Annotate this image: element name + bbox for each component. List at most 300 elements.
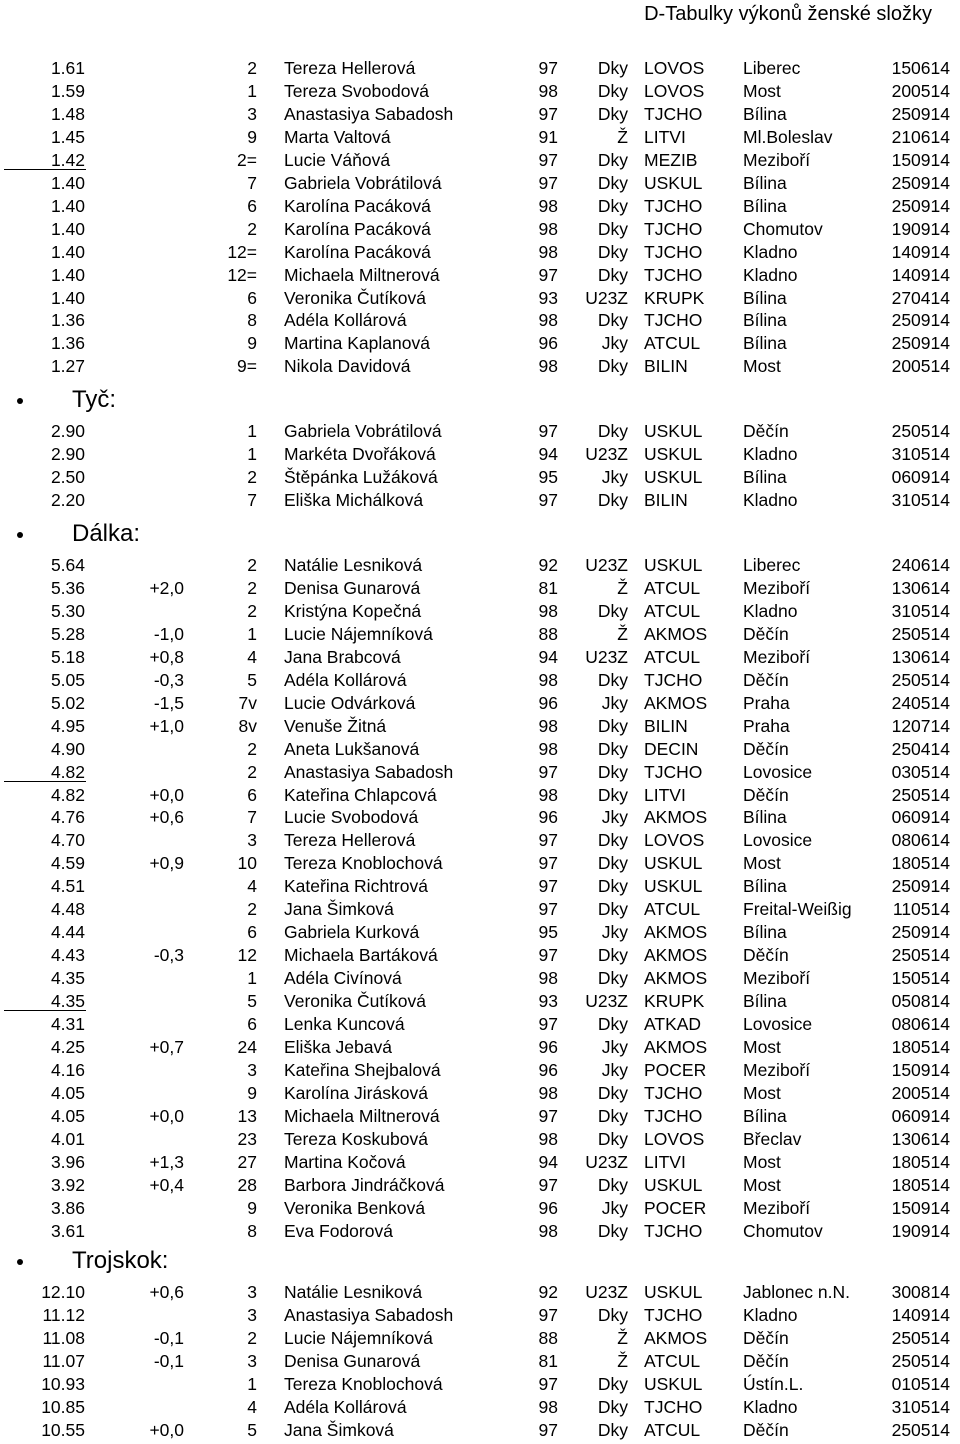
cell-name: Adéla Civínová	[284, 968, 402, 989]
result-row	[0, 990, 960, 1013]
cell-cat: Ž	[617, 577, 628, 598]
cell-cat: Dky	[597, 172, 628, 193]
cell-city: Meziboří	[743, 577, 811, 598]
cell-date: 300814	[891, 1282, 950, 1302]
cell-club: LOVOS	[644, 80, 705, 101]
cell-date: 250514	[891, 421, 950, 441]
cell-name: Karolína Pacáková	[284, 195, 431, 216]
cell-club: LITVI	[644, 784, 686, 805]
cell-perf: 5.05	[50, 669, 85, 690]
cell-perf: 1.42	[50, 149, 85, 170]
cell-place: 8v	[238, 715, 257, 736]
cell-perf: 1.36	[50, 333, 85, 354]
cell-place: 9	[247, 126, 257, 147]
cell-wind: -0,3	[153, 945, 184, 966]
cell-year: 98	[538, 784, 558, 805]
cell-date: 250414	[891, 738, 950, 759]
cell-city: Kladno	[743, 264, 798, 285]
cell-club: TJCHO	[644, 195, 703, 216]
cell-date: 140914	[891, 264, 950, 285]
cell-city: Lovosice	[743, 830, 813, 851]
cell-place: 1	[247, 1373, 257, 1394]
cell-club: USKUL	[644, 443, 703, 464]
cell-year: 98	[538, 1128, 558, 1149]
cell-name: Lucie Nájemníková	[284, 1327, 433, 1348]
cell-city: Bílina	[743, 466, 787, 487]
cell-name: Kateřina Chlapcová	[284, 784, 437, 805]
cell-city: Chomutov	[743, 218, 823, 239]
cell-place: 5	[247, 991, 257, 1012]
result-row	[0, 1036, 960, 1059]
cell-perf: 4.05	[50, 1105, 85, 1126]
cell-city: Děčín	[743, 738, 789, 759]
cell-name: Jana Brabcová	[284, 646, 401, 667]
cell-name: Adéla Kollárová	[284, 669, 407, 690]
cell-city: Bílina	[743, 1105, 787, 1126]
cell-place: 3	[247, 830, 257, 851]
result-row	[0, 466, 960, 489]
cell-city: Freital-Weißig	[743, 899, 852, 920]
cell-year: 97	[538, 1014, 558, 1034]
cell-perf: 4.35	[50, 991, 85, 1012]
cell-name: Anastasiya Sabadosh	[284, 761, 454, 782]
cell-name: Nikola Davidová	[284, 356, 411, 377]
cell-name: Lenka Kuncová	[284, 1014, 405, 1034]
result-row	[0, 875, 960, 898]
cell-cat: Jky	[601, 1059, 628, 1080]
section-title: Tyč:	[72, 386, 117, 413]
result-row	[0, 1013, 960, 1036]
result-row	[0, 1128, 960, 1151]
cell-place: 8	[247, 310, 257, 331]
cell-city: Liberec	[743, 555, 801, 575]
cell-place: 3	[247, 103, 257, 124]
result-row	[0, 1373, 960, 1396]
cell-year: 88	[538, 1327, 558, 1348]
cell-city: Břeclav	[743, 1128, 802, 1149]
cell-date: 080614	[891, 1014, 950, 1034]
cell-cat: Dky	[597, 1220, 628, 1241]
cell-perf: 1.45	[50, 126, 85, 147]
cell-perf: 4.31	[50, 1014, 85, 1034]
cell-city: Chomutov	[743, 1220, 823, 1241]
cell-name: Lucie Váňová	[284, 149, 391, 170]
cell-perf: 1.40	[50, 264, 85, 285]
cell-city: Kladno	[743, 1396, 798, 1417]
cell-city: Praha	[743, 715, 790, 736]
result-row	[0, 355, 960, 378]
cell-city: Praha	[743, 692, 790, 713]
cell-date: 140914	[891, 241, 950, 262]
cell-perf: 4.43	[50, 945, 85, 966]
cell-place: 10	[237, 853, 257, 874]
cell-perf: 4.82	[50, 784, 85, 805]
result-row	[0, 898, 960, 921]
result-row	[0, 80, 960, 103]
cell-club: TJCHO	[644, 761, 703, 782]
result-row	[0, 1082, 960, 1105]
cell-cat: Dky	[597, 1014, 628, 1034]
cell-place: 27	[237, 1151, 257, 1172]
cell-date: 310514	[891, 489, 950, 510]
cell-place: 3	[247, 1350, 257, 1371]
cell-city: Ústín.L.	[743, 1373, 804, 1394]
cell-city: Most	[743, 80, 781, 101]
cell-perf: 4.01	[50, 1128, 85, 1149]
cell-city: Děčín	[743, 421, 789, 441]
cell-year: 98	[538, 310, 558, 331]
cell-perf: 1.40	[50, 172, 85, 193]
cell-cat: Jky	[601, 922, 628, 943]
cell-club: AKMOS	[644, 692, 708, 713]
cell-perf: 4.90	[50, 738, 85, 759]
result-row	[0, 1281, 960, 1304]
cell-year: 97	[538, 1304, 558, 1325]
cell-name: Michaela Bartáková	[284, 945, 438, 966]
cell-cat: U23Z	[585, 555, 628, 575]
cell-name: Kateřina Shejbalová	[284, 1059, 441, 1080]
cell-city: Děčín	[743, 784, 789, 805]
cell-place: 7	[247, 489, 257, 510]
result-row	[0, 806, 960, 829]
result-row	[0, 57, 960, 80]
cell-perf: 1.40	[50, 287, 85, 308]
cell-city: Most	[743, 1082, 781, 1103]
cell-name: Tereza Hellerová	[284, 58, 416, 78]
cell-club: AKMOS	[644, 945, 708, 966]
cell-name: Karolína Pacáková	[284, 218, 431, 239]
cell-year: 98	[538, 738, 558, 759]
cell-year: 98	[538, 80, 558, 101]
cell-perf: 3.96	[50, 1151, 85, 1172]
cell-city: Bílina	[743, 287, 787, 308]
cell-name: Veronika Čutíková	[284, 991, 427, 1012]
cell-club: TJCHO	[644, 264, 703, 285]
cell-year: 98	[538, 356, 558, 377]
cell-city: Ml.Boleslav	[743, 126, 833, 147]
cell-city: Děčín	[743, 945, 789, 966]
cell-perf: 1.40	[50, 241, 85, 262]
cell-place: 2	[247, 577, 257, 598]
cell-year: 97	[538, 1105, 558, 1126]
cell-club: ATCUL	[644, 899, 701, 920]
cell-wind: +0,9	[149, 853, 184, 874]
cell-perf: 2.50	[50, 466, 85, 487]
cell-date: 010514	[891, 1373, 950, 1394]
cell-date: 250914	[891, 333, 950, 354]
cell-club: ATCUL	[644, 333, 701, 354]
cell-date: 150914	[891, 149, 950, 170]
cell-place: 5	[247, 1419, 257, 1440]
result-row	[0, 1220, 960, 1243]
cell-cat: Dky	[597, 103, 628, 124]
cell-perf: 4.05	[50, 1082, 85, 1103]
cell-cat: Dky	[597, 218, 628, 239]
cell-place: 2=	[237, 149, 257, 170]
result-row	[0, 1174, 960, 1197]
cell-year: 97	[538, 899, 558, 920]
cell-date: 140914	[891, 1304, 950, 1325]
cell-place: 2	[247, 555, 257, 575]
cell-year: 98	[538, 715, 558, 736]
result-row	[0, 554, 960, 577]
cell-club: AKMOS	[644, 1036, 708, 1057]
cell-year: 97	[538, 489, 558, 510]
cell-date: 250914	[891, 310, 950, 331]
cell-date: 110514	[892, 899, 950, 920]
result-row	[0, 669, 960, 692]
cell-date: 180514	[891, 1151, 950, 1172]
cell-date: 060914	[891, 1105, 950, 1126]
cell-club: ATCUL	[644, 1350, 701, 1371]
cell-city: Bílina	[743, 876, 787, 897]
cell-date: 240514	[891, 692, 950, 713]
cell-date: 250514	[891, 784, 950, 805]
cell-club: TJCHO	[644, 103, 703, 124]
cell-perf: 1.27	[50, 356, 85, 377]
cell-place: 12	[237, 945, 257, 966]
cell-name: Adéla Kollárová	[284, 1396, 407, 1417]
cell-year: 98	[538, 669, 558, 690]
cell-cat: Dky	[597, 1396, 628, 1417]
cell-name: Denisa Gunarová	[284, 1350, 421, 1371]
cell-place: 6	[247, 784, 257, 805]
cell-perf: 2.90	[50, 421, 85, 441]
cell-city: Děčín	[743, 1419, 789, 1440]
cell-cat: Dky	[597, 738, 628, 759]
cell-date: 050814	[891, 991, 950, 1012]
cell-club: LOVOS	[644, 830, 705, 851]
cell-place: 7	[247, 172, 257, 193]
cell-perf: 11.08	[42, 1327, 85, 1348]
cell-name: Anastasiya Sabadosh	[284, 103, 454, 124]
cell-year: 97	[538, 421, 558, 441]
result-row	[0, 577, 960, 600]
cell-place: 3	[247, 1282, 257, 1302]
cell-date: 250514	[891, 1350, 950, 1371]
cell-year: 97	[538, 172, 558, 193]
cell-cat: Dky	[597, 489, 628, 510]
cell-wind: +0,7	[149, 1036, 184, 1057]
cell-place: 1	[247, 443, 257, 464]
cell-date: 200514	[891, 80, 950, 101]
cell-club: KRUPK	[644, 991, 705, 1012]
cell-place: 1	[247, 623, 257, 644]
cell-place: 9	[247, 1082, 257, 1103]
cell-place: 6	[247, 1014, 257, 1034]
cell-club: TJCHO	[644, 1396, 703, 1417]
result-row	[0, 443, 960, 466]
cell-city: Děčín	[743, 1327, 789, 1348]
cell-perf: 4.76	[50, 807, 85, 828]
cell-date: 150614	[891, 58, 950, 78]
cell-name: Kristýna Kopečná	[284, 600, 422, 621]
cell-place: 1	[247, 968, 257, 989]
cell-year: 96	[538, 1059, 558, 1080]
cell-cat: Dky	[597, 1174, 628, 1195]
cell-cat: Ž	[617, 623, 628, 644]
cell-cat: U23Z	[585, 991, 628, 1012]
result-row	[0, 309, 960, 332]
cell-name: Anastasiya Sabadosh	[284, 1304, 454, 1325]
cell-date: 210614	[891, 126, 950, 147]
cell-wind: -1,0	[153, 623, 184, 644]
cell-city: Lovosice	[743, 1014, 813, 1034]
cell-perf: 12.10	[41, 1282, 85, 1302]
cell-perf: 2.20	[50, 489, 85, 510]
cell-perf: 1.36	[50, 310, 85, 331]
cell-date: 180514	[891, 1036, 950, 1057]
result-row	[0, 921, 960, 944]
cell-cat: Dky	[597, 310, 628, 331]
cell-date: 200514	[891, 1082, 950, 1103]
cell-year: 97	[538, 830, 558, 851]
cell-name: Lucie Nájemníková	[284, 623, 433, 644]
cell-date: 030514	[891, 761, 950, 782]
cell-name: Denisa Gunarová	[284, 577, 421, 598]
cell-name: Veronika Čutíková	[284, 287, 427, 308]
cell-perf: 10.93	[41, 1373, 85, 1394]
cell-perf: 5.02	[50, 692, 85, 713]
cell-name: Adéla Kollárová	[284, 310, 407, 331]
cell-date: 180514	[891, 853, 950, 874]
result-row	[0, 241, 960, 264]
cell-year: 98	[538, 1220, 558, 1241]
cell-year: 98	[538, 600, 558, 621]
cell-club: LITVI	[644, 1151, 686, 1172]
cell-date: 130614	[891, 577, 950, 598]
cell-year: 95	[538, 922, 558, 943]
cell-place: 2	[247, 58, 257, 78]
section-heading	[0, 383, 400, 417]
section-heading	[0, 1244, 400, 1278]
cell-club: MEZIB	[644, 149, 698, 170]
bullet-icon	[17, 532, 23, 538]
cell-club: USKUL	[644, 1174, 703, 1195]
cell-cat: Dky	[597, 1373, 628, 1394]
cell-name: Natálie Lesniková	[284, 555, 423, 575]
cell-perf: 3.92	[50, 1174, 85, 1195]
cell-year: 97	[538, 876, 558, 897]
cell-club: AKMOS	[644, 922, 708, 943]
cell-perf: 4.59	[50, 853, 85, 874]
result-row	[0, 761, 960, 784]
cell-year: 97	[538, 1174, 558, 1195]
cell-perf: 5.18	[50, 646, 85, 667]
result-row	[0, 784, 960, 807]
cell-year: 94	[538, 443, 558, 464]
result-row	[0, 195, 960, 218]
cell-cat: U23Z	[585, 1151, 628, 1172]
cell-club: LOVOS	[644, 1128, 705, 1149]
cell-place: 1	[247, 421, 257, 441]
cell-name: Martina Kaplanová	[284, 333, 430, 354]
cell-date: 080614	[891, 830, 950, 851]
cell-cat: Dky	[597, 421, 628, 441]
result-row	[0, 1151, 960, 1174]
cell-wind: +0,4	[149, 1174, 184, 1195]
cell-club: USKUL	[644, 1373, 703, 1394]
cell-year: 81	[538, 577, 558, 598]
cell-perf: 2.90	[50, 443, 85, 464]
cell-place: 2	[247, 1327, 257, 1348]
cell-perf: 4.70	[50, 830, 85, 851]
cell-club: TJCHO	[644, 218, 703, 239]
cell-place: 2	[247, 738, 257, 759]
cell-date: 240614	[891, 555, 950, 575]
cell-year: 88	[538, 623, 558, 644]
cell-place: 9=	[237, 356, 257, 377]
cell-year: 97	[538, 264, 558, 285]
cell-cat: Dky	[597, 264, 628, 285]
cell-city: Děčín	[743, 669, 789, 690]
cell-club: TJCHO	[644, 1082, 703, 1103]
cell-date: 310514	[891, 1396, 950, 1417]
cell-place: 4	[247, 646, 257, 667]
result-row	[0, 600, 960, 623]
cell-year: 97	[538, 853, 558, 874]
result-row	[0, 1327, 960, 1350]
cell-city: Kladno	[743, 241, 798, 262]
cell-city: Lovosice	[743, 761, 813, 782]
cell-year: 81	[538, 1350, 558, 1371]
bullet-icon	[17, 1259, 23, 1265]
cell-club: LOVOS	[644, 58, 705, 78]
result-row	[0, 738, 960, 761]
cell-club: TJCHO	[644, 241, 703, 262]
cell-city: Most	[743, 1151, 781, 1172]
cell-city: Bílina	[743, 195, 787, 216]
cell-club: TJCHO	[644, 310, 703, 331]
cell-place: 4	[247, 876, 257, 897]
cell-year: 92	[538, 1282, 558, 1302]
cell-year: 98	[538, 968, 558, 989]
cell-year: 94	[538, 646, 558, 667]
cell-cat: Dky	[597, 241, 628, 262]
cell-club: ATCUL	[644, 646, 701, 667]
cell-perf: 11.12	[42, 1304, 85, 1325]
result-row	[0, 1350, 960, 1373]
cell-club: ATCUL	[644, 577, 701, 598]
cell-perf: 4.82	[50, 761, 85, 782]
cell-perf: 11.07	[42, 1350, 85, 1371]
cell-perf: 4.35	[50, 968, 85, 989]
cell-place: 3	[247, 1304, 257, 1325]
cell-city: Kladno	[743, 443, 798, 464]
cell-city: Kladno	[743, 600, 798, 621]
cell-perf: 10.85	[41, 1396, 85, 1417]
cell-year: 98	[538, 218, 558, 239]
cell-place: 24	[237, 1036, 257, 1057]
cell-year: 92	[538, 555, 558, 575]
cell-city: Bílina	[743, 333, 787, 354]
cell-club: ATCUL	[644, 600, 701, 621]
cell-name: Aneta Lukšanová	[284, 738, 420, 759]
cell-name: Veronika Benková	[284, 1197, 426, 1218]
result-row	[0, 1419, 960, 1442]
cell-club: LITVI	[644, 126, 686, 147]
cell-club: DECIN	[644, 738, 699, 759]
cell-date: 250914	[891, 103, 950, 124]
cell-place: 8	[247, 1220, 257, 1241]
cell-city: Most	[743, 853, 781, 874]
cell-perf: 1.61	[50, 58, 85, 78]
cell-name: Karolína Pacáková	[284, 241, 431, 262]
cell-name: Gabriela Kurková	[284, 922, 420, 943]
cell-wind: +0,0	[149, 1419, 184, 1440]
cell-name: Eliška Jebavá	[284, 1036, 392, 1057]
cell-year: 98	[538, 241, 558, 262]
